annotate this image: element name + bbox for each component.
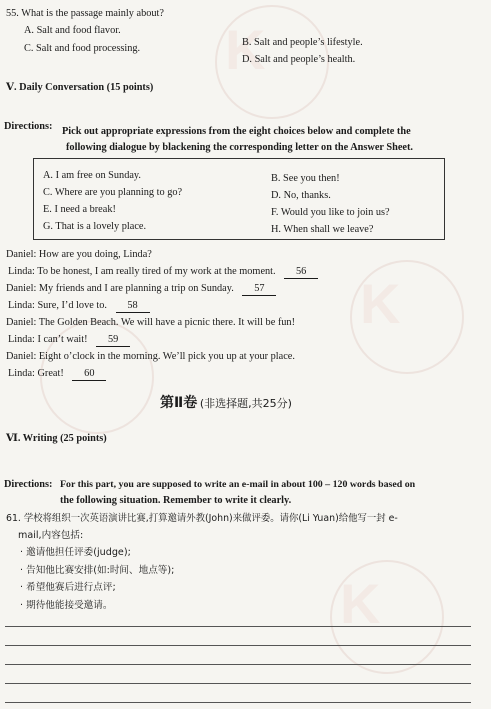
dialogue-text: Linda: Great! (8, 368, 64, 379)
option-55-b: B. Salt and people’s lifestyle. (242, 37, 363, 48)
writing-bullet-1: · 邀请他担任评委(judge); (20, 547, 131, 558)
dialogue-text: Linda: Sure, I’d love to. (8, 300, 107, 311)
dialogue-line-5: Daniel: The Golden Beach. We will have a picnic there. It will be fun! (6, 317, 296, 328)
section-6-directions-label: Directions: (4, 479, 53, 490)
watermark-logo: K (340, 572, 381, 635)
part-2-title (160, 395, 292, 411)
writing-bullet-3: · 希望他赛后进行点评; (20, 582, 116, 593)
dialogue-line-2 (8, 266, 318, 279)
writing-line[interactable] (5, 702, 471, 703)
writing-line[interactable] (5, 626, 471, 627)
writing-bullet-4: · 期待他能接受邀请。 (20, 600, 113, 611)
watermark-logo: K (360, 272, 401, 335)
dialogue-text: Daniel: My friends and I are planning a trip on Sunday. (6, 283, 234, 294)
answer-blank-59[interactable]: 59 (96, 334, 130, 347)
section-5-heading: Ⅴ. Daily Conversation (15 points) (6, 82, 154, 93)
answer-blank-58[interactable]: 58 (116, 300, 150, 313)
writing-task-line-2: mail,内容包括: (18, 530, 84, 541)
section-5-directions-label: Directions: (4, 121, 53, 132)
dialogue-text: Linda: To be honest, I am really tired of my work at the moment. (8, 266, 276, 277)
choice-b: B. See you then! (271, 173, 340, 184)
part-2-title-sub: (非选择题,共25分) (199, 397, 292, 410)
question-55: 55. What is the passage mainly about? (6, 8, 164, 19)
answer-blank-57[interactable]: 57 (242, 283, 276, 296)
option-55-d: D. Salt and people’s health. (242, 54, 356, 65)
watermark-seal (330, 560, 444, 674)
section-6-directions-line1: For this part, you are supposed to write an e-mail in about 100 – 120 words based on (60, 479, 416, 490)
choice-f: F. Would you like to join us? (271, 207, 390, 218)
dialogue-line-6 (8, 334, 130, 347)
section-6-heading: Ⅵ. Writing (25 points) (6, 433, 107, 444)
choice-h: H. When shall we leave? (271, 224, 374, 235)
dialogue-text: Linda: I can’t wait! (8, 334, 88, 345)
answer-blank-60[interactable]: 60 (72, 368, 106, 381)
writing-line[interactable] (5, 645, 471, 646)
answer-blank-56[interactable]: 56 (284, 266, 318, 279)
writing-bullet-2: · 告知他比赛安排(如:时间、地点等); (20, 565, 175, 576)
choice-d: D. No, thanks. (271, 190, 331, 201)
part-2-title-main: 第Ⅱ卷 (160, 395, 198, 411)
writing-line[interactable] (5, 664, 471, 665)
option-55-a: A. Salt and food flavor. (24, 25, 121, 36)
choice-c: C. Where are you planning to go? (43, 187, 183, 198)
writing-task-line-1: 61. 学校将组织一次英语演讲比赛,打算邀请外教(John)来做评委。请你(Li Yuan)给他写一封 e- (6, 513, 398, 524)
watermark-seal (350, 260, 464, 374)
choice-a: A. I am free on Sunday. (43, 170, 141, 181)
dialogue-line-1: Daniel: How are you doing, Linda? (6, 249, 152, 260)
writing-line[interactable] (5, 683, 471, 684)
choice-g: G. That is a lovely place. (43, 221, 147, 232)
dialogue-line-7: Daniel: Eight o’clock in the morning. We’ll pick you up at your place. (6, 351, 295, 362)
choice-e: E. I need a break! (43, 204, 116, 215)
dialogue-line-3 (6, 283, 276, 296)
option-55-c: C. Salt and food processing. (24, 43, 141, 54)
dialogue-line-4 (8, 300, 150, 313)
section-5-directions-line2: following dialogue by blackening the corresponding letter on the Answer Sheet. (66, 142, 413, 153)
section-6-directions-line2: the following situation. Remember to write it clearly. (60, 495, 292, 506)
dialogue-line-8 (8, 368, 106, 381)
watermark-logo: K (225, 18, 266, 81)
section-5-directions-line1: Pick out appropriate expressions from the eight choices below and complete the (62, 126, 411, 137)
